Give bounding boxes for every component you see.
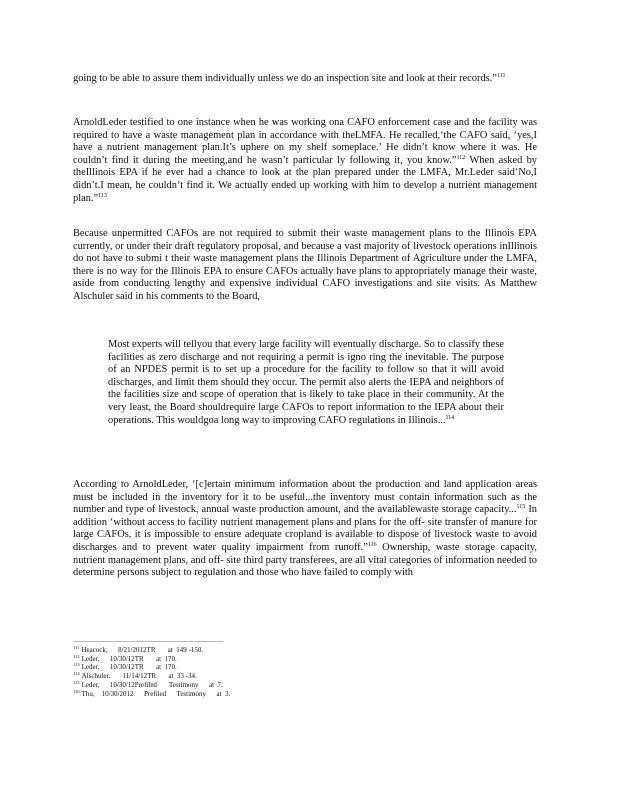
footnote-text: Leder, 10/30/12TR at 170. [81, 654, 177, 663]
paragraph-2-text-a: ArnoldLeder testified to one instance when he was working ona CAFO enforcement case and the facility was required to have a waste management plan in accordance with theLMFA. He recalled,‘the CAFO said, ‘yes,I have a nutrient management plan.It’s uphere on my shelf someplace.’ He didn’t know where it was. He couldn’t find it during the meeting,and he wasn’t particular ly following it, you know.” [73, 117, 537, 166]
paragraph-2-text-b: When asked by theIllinois EPA if he ever had a chance to look at the plan prepared under the LMFA, Mr.Leder said‘No,I didn’t.I mean, he couldn’t find it. We actually ended up working with him to develop a nutrient management plan.” [73, 154, 537, 204]
footnote-text: Alschuler, 11/14/12TR at 33 -34. [81, 672, 197, 681]
footnote-text: Leder, 10/30/12Prefiled Testimony at 7. [81, 680, 223, 689]
footnote-113 [73, 663, 373, 672]
paragraph-4-text-c: Ownership, waste storage capacity, nutrient management plans, and off- site third party transferees, are all vital categories of information needed to determine persons subject to regulation and those who have failed to comply with [73, 541, 537, 579]
footnote-number: 111 [73, 645, 80, 650]
block-quote-text: Most experts will tellyou that every large facility will eventually discharge. So to classify these facilities as zero discharge and not requiring a permit is igno ring the inevitable. The purpose of an NPDES permit is to set up a procedure for the facility to follow so that it will avoid discharges, and limit them should they occur. The permit also alerts the IEPA and neighbors of the facilities size and scope of operation that is likely to take place in their community. At the very least, the Board shouldrequire large CAFOs to report information to the IEPA about their operations. This wouldgoa long way to improving CAFO regulations in Illinois... [108, 339, 504, 426]
footnote-number: 116 [73, 688, 80, 694]
footnote-114 [73, 672, 373, 681]
footnote-number: 114 [73, 671, 80, 677]
footnote-ref-116: 116 [367, 541, 377, 548]
paragraph-4-text-b: In addition ‘without access to facility nutrient management plans and plans for the off- site transfer of manure for large CAFOs, it is impossible to ensure adequate cropland is available to dispose of livestock waste to avoid discharges and to prevent water quality impairment from runoff.” [73, 504, 537, 553]
paragraph-3 [73, 228, 537, 304]
paragraph-3-text: Because unpermitted CAFOs are not required to submit their waste management plans to the Illinois EPA currently, or under their draft regulatory proposal, and because a vast majority of livestock operations inIllinois do not have to submi t their waste management plans the Illinois Department of Agriculture under the LMFA, there is no way for the Illinois EPA to ensure CAFOs actually have plans to appropriately manage their waste, aside from conducting lengthy and expensive individual CAFO investigations and site visits. As Matthew Alschuler said in his comments to the Board, [73, 228, 537, 302]
footnote-divider [73, 641, 223, 642]
footnotes [73, 646, 373, 698]
footnote-number: 112 [73, 653, 80, 659]
footnote-ref-115: 115 [516, 504, 526, 511]
footnote-116 [73, 690, 373, 699]
footnote-ref-114: 114 [445, 414, 455, 421]
footnote-text: Leder, 10/30/12TR at 170. [81, 663, 177, 672]
footnote-number: 113 [73, 662, 80, 668]
footnote-number: 115 [73, 679, 80, 685]
paragraph-4-text-a: According to ArnoldLeder, ‘[c]ertain minimum information about the production and land application areas must be included in the inventory for it to be useful...the inventory must contain information such as the number and type of livestock, annual waste production amount, and the availablewaste storage capacity... [73, 479, 537, 516]
footnote-ref-111: 111 [496, 73, 506, 79]
paragraph-4 [73, 479, 537, 580]
paragraph-1-text: going to be able to assure them individually unless we do an inspection site and look at their records.” [73, 73, 497, 84]
footnote-text: Heacock, 8/21/2012TR at 149 -150. [81, 646, 204, 654]
footnote-text: Thu, 10/30/2012 Prefiled Testimony at 3. [81, 689, 231, 698]
footnote-115 [73, 681, 373, 690]
footnote-ref-113: 113 [98, 192, 107, 199]
block-quote [108, 339, 504, 427]
footnote-ref-112: 112 [456, 154, 466, 161]
footnote-111 [73, 646, 373, 655]
paragraph-2 [73, 117, 537, 205]
paragraph-1 [73, 73, 537, 86]
